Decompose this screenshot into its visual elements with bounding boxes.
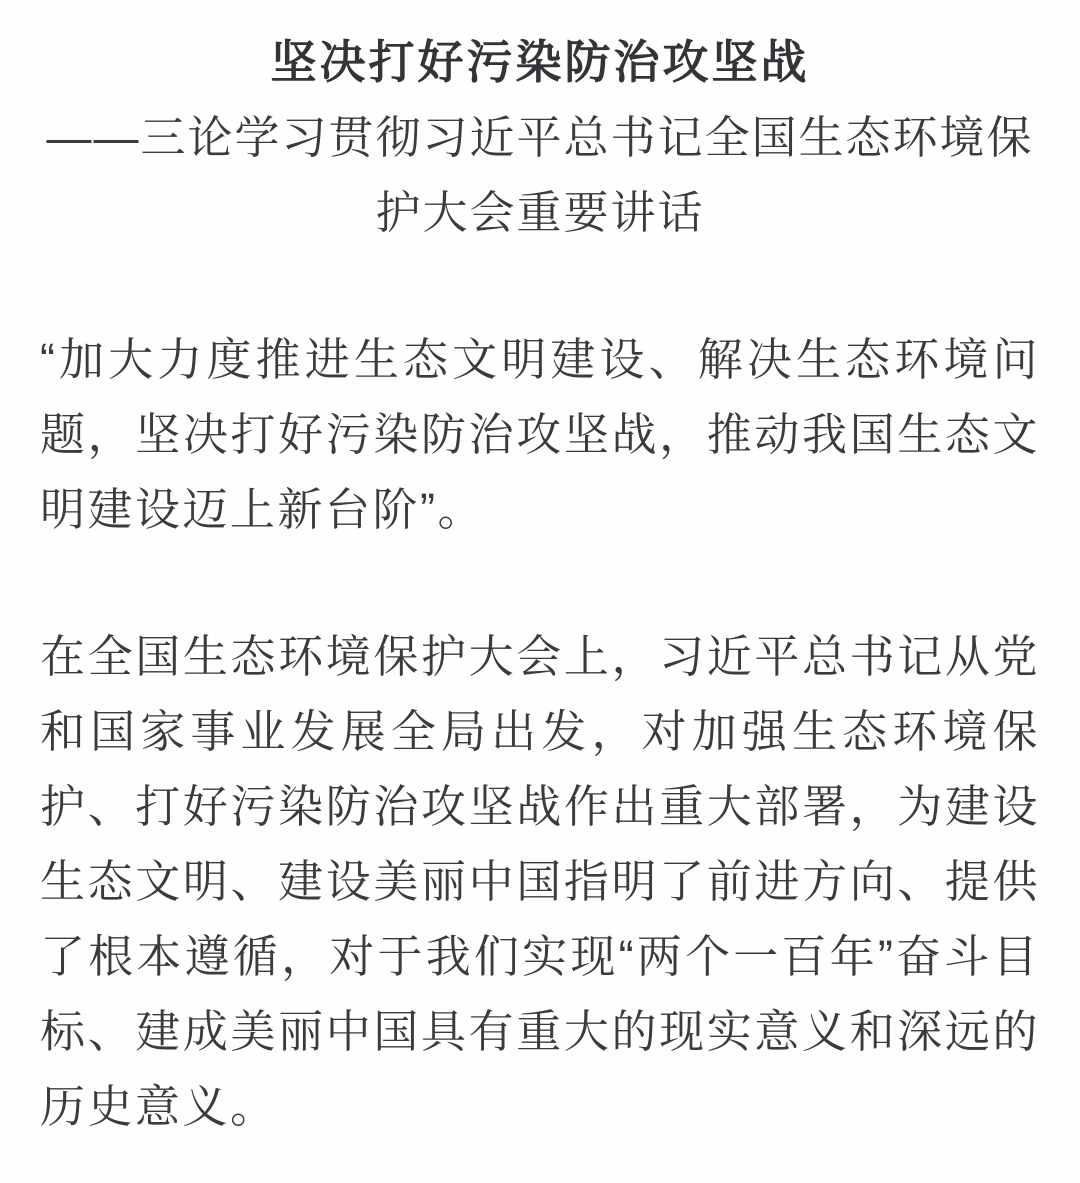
article-paragraph-quote: “加大力度推进生态文明建设、解决生态环境问题，坚决打好污染防治攻坚战，推动我国生态文明建设迈上新台阶”。 xyxy=(40,334,1040,535)
article-paragraph-body: 在全国生态环境保护大会上，习近平总书记从党和国家事业发展全局出发，对加强生态环境保护、打好污染防治攻坚战作出重大部署，为建设生态文明、建设美丽中国指明了前进方向、提供了根本遵循，对于我们实现“两个一百年”奋斗目标、建成美丽中国具有重大的现实意义和深远的历史意义。 xyxy=(40,631,1040,1132)
article-subtitle: ——三论学习贯彻习近平总书记全国生态环境保护大会重要讲话 xyxy=(46,112,1034,238)
article-title: 坚决打好污染防治攻坚战 xyxy=(270,36,810,88)
